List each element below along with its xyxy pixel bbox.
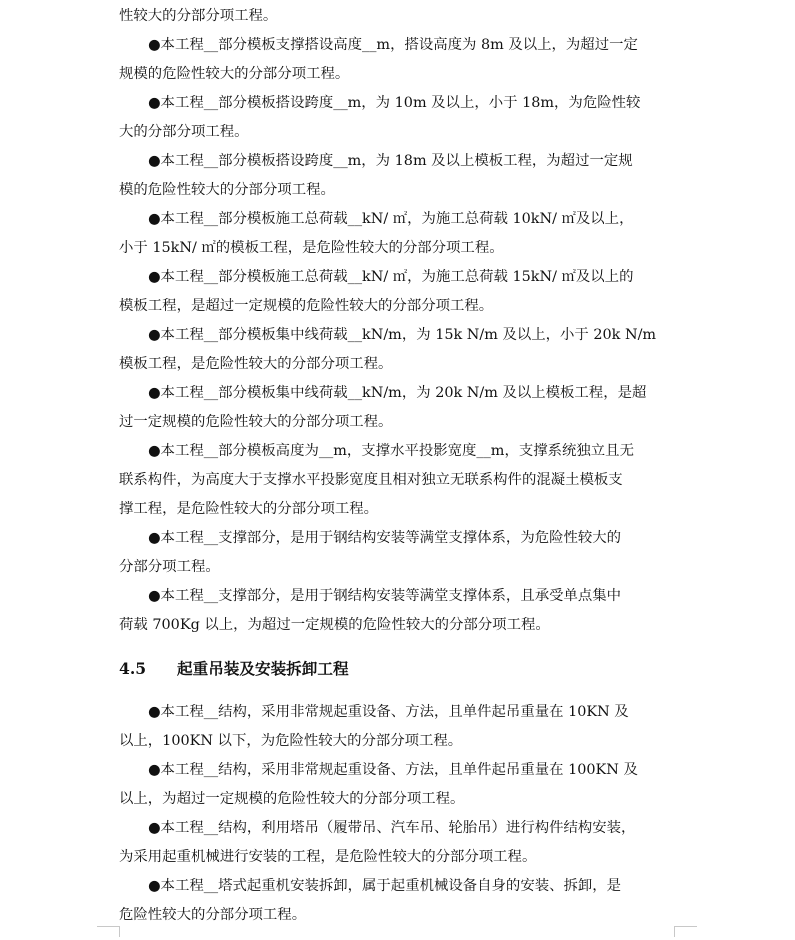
paragraph-line: 分部分项工程。 xyxy=(119,559,220,575)
paragraph-line: 联系构件，为高度大于支撑水平投影宽度且相对独立无联系构件的混凝土模板支 xyxy=(119,472,623,488)
paragraph-line: 以上，为超过一定规模的危险性较大的分部分项工程。 xyxy=(119,791,465,807)
paragraph-line: ●本工程__部分模板施工总荷载__kN/ ㎡，为施工总荷载 10kN/ ㎡及以上， xyxy=(148,211,634,227)
section-heading xyxy=(119,640,675,698)
paragraph-line: 过一定规模的危险性较大的分部分项工程。 xyxy=(119,414,393,430)
paragraph-line: 模的危险性较大的分部分项工程。 xyxy=(119,182,335,198)
section-title: 起重吊装及安装拆卸工程 xyxy=(177,659,349,678)
paragraph-line: ●本工程__部分模板高度为__m，支撑水平投影宽度__m，支撑系统独立且无 xyxy=(148,443,634,459)
section-number: 4.5 xyxy=(119,659,147,678)
paragraph-line: 撑工程，是危险性较大的分部分项工程。 xyxy=(119,501,379,517)
paragraph-line: ●本工程__支撑部分，是用于钢结构安装等满堂支撑体系，为危险性较大的 xyxy=(148,530,622,546)
paragraph-line: ●本工程__支撑部分，是用于钢结构安装等满堂支撑体系，且承受单点集中 xyxy=(148,588,622,604)
paragraph-line: 模板工程，是危险性较大的分部分项工程。 xyxy=(119,356,393,372)
paragraph-line: 危险性较大的分部分项工程。 xyxy=(119,907,307,923)
paragraph-line: ●本工程__部分模板集中线荷载__kN/m，为 20k N/m 及以上模板工程，是超 xyxy=(148,385,647,401)
paragraph-line: ●本工程__结构，利用塔吊（履带吊、汽车吊、轮胎吊）进行构件结构安装， xyxy=(148,820,636,836)
paragraph-line: ●本工程__部分模板搭设跨度__m，为 18m 及以上模板工程，为超过一定规 xyxy=(148,153,633,169)
paragraph-line: ●本工程__结构，采用非常规起重设备、方法，且单件起吊重量在 10KN 及 xyxy=(148,704,629,720)
paragraph-line: ●本工程__塔式起重机安装拆卸，属于起重机械设备自身的安装、拆卸，是 xyxy=(148,878,622,894)
paragraph-line: ●本工程__部分模板支撑搭设高度__m，搭设高度为 8m 及以上，为超过一定 xyxy=(148,37,638,53)
page-margin-mark-right xyxy=(674,926,697,937)
document-body xyxy=(119,2,675,930)
paragraph-line: 小于 15kN/ ㎡的模板工程，是危险性较大的分部分项工程。 xyxy=(119,240,504,256)
paragraph-line: 荷载 700Kg 以上，为超过一定规模的危险性较大的分部分项工程。 xyxy=(119,617,550,633)
paragraph-line: 性较大的分部分项工程。 xyxy=(119,8,278,24)
paragraph-line: 大的分部分项工程。 xyxy=(119,124,249,140)
paragraph-line: 规模的危险性较大的分部分项工程。 xyxy=(119,66,350,82)
paragraph-line: ●本工程__部分模板搭设跨度__m，为 10m 及以上，小于 18m，为危险性较 xyxy=(148,95,641,111)
paragraph-line: 模板工程，是超过一定规模的危险性较大的分部分项工程。 xyxy=(119,298,494,314)
paragraph-line: ●本工程__部分模板集中线荷载__kN/m，为 15k N/m 及以上，小于 20k N/m xyxy=(148,327,657,343)
paragraph-line: 为采用起重机械进行安装的工程，是危险性较大的分部分项工程。 xyxy=(119,849,537,865)
paragraph-line: ●本工程__结构，采用非常规起重设备、方法，且单件起吊重量在 100KN 及 xyxy=(148,762,638,778)
paragraph-line: 以上，100KN 以下，为危险性较大的分部分项工程。 xyxy=(119,733,463,749)
paragraph-line: ●本工程__部分模板施工总荷载__kN/ ㎡，为施工总荷载 15kN/ ㎡及以上的 xyxy=(148,269,634,285)
page-margin-mark-left xyxy=(97,926,120,937)
